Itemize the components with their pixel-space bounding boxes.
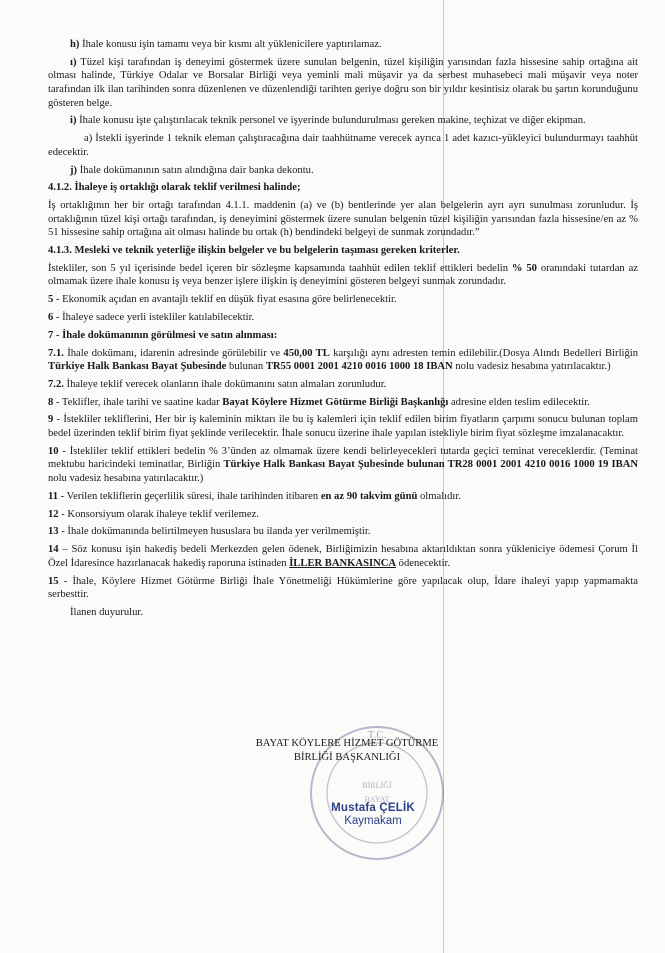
document-body [48,38,638,624]
seal-inner-text-2: BAYAT [364,795,390,804]
section-11: 11 - Verilen tekliflerin geçerlilik süresi, ihale tarihinden itibaren en az 90 takvim günü olmalıdır. [48,490,461,502]
section-6: 6 - İhaleye sadece yerli istekliler katılabilecektir. [48,311,255,323]
item-i-dotless: ı) Tüzel kişi tarafından iş deneyimi göstermek üzere sunulan belgenin, tüzel kişiliğin yarısından fazla hissesine sahip ortağına ait olması halinde, Türkiye Odalar ve Borsalar Birliği veya yeminli mali müşavir ya da serbest muhasebeci mali müşavir veya noter tarafından ilk ilan tarihinden sonra düzenlenen ve düzenlendiği tarihten geriye doğru son bir yıldır kesintisiz olarak bu şartın korunduğunu gösteren belge. [48,56,638,109]
section-4-1-3-text: İstekliler, son 5 yıl içerisinde bedel içeren bir sözleşme kapsamında taahhüt edilen teklif ettikleri bedelin % 50 oranındaki tutardan az olmamak üzere ihale konusu iş veya benzer işlere ilişkin iş deneyimini gösteren belgeyi sunmak zorundadır. [48,262,638,288]
signer-name: Mustafa ÇELİK [331,802,415,814]
section-12: 12 - Konsorsiyum olarak ihaleye teklif verilemez. [48,508,259,520]
section-7-2: 7.2. İhaleye teklif verecek olanların ihale dokümanını satın almaları zorunludur. [48,378,387,390]
item-j: j) İhale dokümanının satın alındığına dair banka dekontu. [70,164,314,176]
section-5: 5 - Ekonomik açıdan en avantajlı teklif en düşük fiyat esasına göre belirlenecektir. [48,294,397,306]
section-8: 8 - Teklifler, ihale tarihi ve saatine kadar Bayat Köylere Hizmet Götürme Birliği Başkanlığı adresine elden teslim edilecektir. [48,396,590,408]
item-a: a) İstekli işyerinde 1 teknik eleman çalıştıracağına dair taahhütname verecek ayrıca 1 adet kazıcı-yükleyici bulundurmayı taahhüt edecektir. [48,133,638,158]
seal-inner-text-1: BİRLİĞİ [362,781,392,790]
signature-org-line-1: BAYAT KÖYLERE HİZMET GÖTÜRME [255,738,439,749]
section-7-1: 7.1. İhale dokümanı, idarenin adresinde görülebilir ve 450,00 TL karşılığı aynı adresten temin edilebilir.(Dosya Alındı Bedelleri Birliğin Türkiye Halk Bankası Bayat Şubesinde bulunan TR55 0001 2001 4210 0016 1000 18 IBAN nolu vadesiz hesabına yatırılacaktır.) [48,347,638,373]
section-9: 9 - İstekliler tekliflerini, Her bir iş kaleminin miktarı ile bu iş kalemleri için teklif edilen birim fiyatların çarpımı sonucu bulunan toplam bedel üzerinden teklif birim fiyat şeklinde verilecektir. İhale sonucu üzerine ihale yapılan istekliyle birim fiyat sözleşme imzalanacaktır. [48,414,638,440]
section-4-1-3-heading: 4.1.3. Mesleki ve teknik yeterliğe ilişkin belgeler ve bu belgelerin taşıması gereken kriterler. [48,245,460,257]
item-i: i) İhale konusu işte çalıştırılacak teknik personel ve işyerinde bulundurulması gereken makine, teçhizat ve diğer ekipman. [70,115,586,127]
signer-stamp [318,802,428,828]
section-15: 15 - İhale, Köylere Hizmet Götürme Birliği İhale Yönetmeliği Hükümlerine göre yapılacak olup, İdare ihaleyi yapıp yapmamakta serbesttir. [48,575,638,601]
section-4-1-2-text: İş ortaklığının her bir ortağı tarafından 4.1.1. maddenin (a) ve (b) bentlerinde yer alan belgelerin ayrı ayrı sunulması zorunludur. İş ortaklığının tüzel kişi ortağı tarafından, iş deneyimini göstermek üzere sunulan belgenin tüzel kişiliğin yarısından fazla hissesine/en az % 51 hissesine sahip ortağına ait olması halinde bu ortak (h) bendindeki belgeyi de sunmak zorundadır.” [48,200,638,239]
section-14: 14 – Söz konusu işin hakediş bedeli Merkezden gelen ödenek, Birliğimizin hesabına aktarıldıktan sonra yükleniciye ödemesi Çorum İl Özel İdaresince hazırlanacak hakediş raporuna istinaden İLLER BANKASINCA ödenecektir. [48,544,638,569]
signer-title: Kaymakam [344,815,402,827]
seal-top-text: T.C. [367,729,387,741]
signature-block [232,737,462,765]
section-7: 7 - İhale dokümanının görülmesi ve satın alınması: [48,329,278,341]
section-4-1-2-heading: 4.1.2. İhaleye iş ortaklığı olarak teklif verilmesi halinde; [48,182,301,194]
section-13: 13 - İhale dokümanında belirtilmeyen hususlara bu ilanda yer verilmemiştir. [48,526,371,538]
item-h: h) İhale konusu işin tamamı veya bir kısmı alt yüklenicilere yaptırılamaz. [70,39,382,50]
section-10: 10 - İstekliler teklif ettikleri bedelin % 3’ünden az olmamak üzere kendi belirleyecekleri tutarda geçici teminat vereceklerdir. (Teminat mektubu haricindeki teminatlar, Birliğin Türkiye Halk Bankası Bayat Şubesinde bulunan TR28 0001 2001 4210 0016 1000 19 IBAN nolu vadesiz hesabına yatırılacaktır.) [48,445,638,485]
signature-org-line-2: BİRLİĞİ BAŞKANLIĞI [293,752,401,763]
closing-line: İlanen duyurulur. [70,606,143,618]
